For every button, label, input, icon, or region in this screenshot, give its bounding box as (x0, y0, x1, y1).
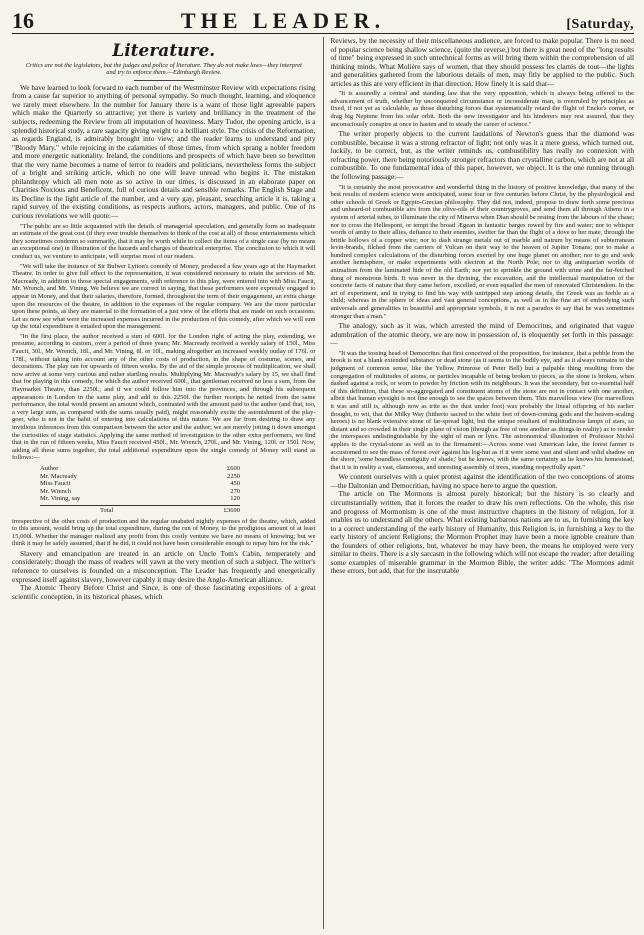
table-row: Mr. Macready 2250 (40, 472, 240, 480)
body-paragraph: The writer properly objects to the current laudations of Newton's guess that the diamond was combustible, because it was a strong refractor of light; not only was it a mere guess, which turned out, luckily, to be correct, but, as the writer reminds us, combustibility has really no connexion with refracting power, there being notoriously stronger refractors than crystalline carbon, which are not at all combustible. To one fundamental idea of this paper, however, we object. It is the one running through the following passage:— (330, 129, 634, 181)
body-paragraph: The article on The Mormons is almost purely historical; but the history is so clearly and circumstantially written, that it forces the reader to draw his own reflections. On the whole, this rise and progress of Mormonism is one of the most instructive chapters in the history of religion, for it enables us to understand all the others. What existing barbarous nations are to us, in furnishing the key to a correct understanding of the early history of Humanity, this Religion is, in furnishing a key to the early history of ancient Religions; the Mormon Prophet may have been a more ignoble creature than the founders of other religions, but, whatever he may have been, the means he employed were very similar to theirs. There is a sly sarcasm in the following which will not escape the reader; after detailing some examples of miserable grammar in the Mormon Bible, the writer adds: "The Mormons admit these errors, but add, that for the inscrutable (330, 489, 634, 576)
divider (134, 80, 194, 81)
table-row: Mr. Wrench 270 (40, 487, 240, 495)
body-paragraph: We content ourselves with a quiet protest against the identification of the two conceptions of atoms—the Daltonian and Democritian, having no space here to argue the question. (330, 472, 634, 490)
quote-paragraph: "It is assuredly a central and standing law that the very opposition, which is always being offered to the advancement of truth, whether by unconquered circumstance or inconsiderate man, is overruled by principles as fixed, if not yet as calculable, as those disturbing forces that systematically retard the flight of Encke's comet, or drag big Neptune from his solar orbit. Both the new investigator and his hinderers may rest assured, that they unconsciously conspire at once to hasten and to steady the career of science." (330, 90, 634, 128)
intro-paragraph: We have learned to look forward to each number of the Westminster Review with expectations rising from a cause far superior to anything of personal sympathy. So much thought, learning, and eloquence we rarely meet elsewhere. In the number for January there is a want of those light agreeable papers which make the Quarterly so attractive; yet there is variety and brilliancy in the treatment of the subjects, redeeming the Review from all imputation of heaviness. Mary Tudor, the opening article, is a splendid historical study, a rare sagacity giving weight to a brilliant style. The crisis of the Reformation, as regards England, is admirably brought into view; and the reader learns to understand and pity "Bloody Mary," while rejoicing in the calamities of those times, from which sprang a nobler freedom and more energetic nationality. Ireland, the conditions and prospects of which have been so bewritten that the very name becomes a name of terror to readers and politicians, nevertheless forms the subject of a bright and striking article, which no one will leave unread who begins it. The mistaken philanthropy which all men note as so active in our times, is discussed in an elaborate paper on Charities Noxious and Beneficent, full of curious details and sensible remarks. The English Stage and its Decline is the light article of the number, and a very gay, pleasant, searching article it is, taking a rapid survey of the existing conditions, as respects authors, actors, managers, and public. One of its curious revelations we will quote:— (12, 82, 316, 221)
masthead (12, 0, 634, 34)
quote-paragraph: "The public are so little acquainted with the details of managerial speculation, and generally form so inadequate an estimate of the great cost (if they ever trouble themselves to think of the cost at all) of those entertainments which they sometimes condemn so summarily, that it may be worth while to collect the items of a single case (by no means an exceptional one) in illustration of the hazards and charges of theatrical enterprise. The conclusion to which it will conduct us, we venture to anticipate, will surprise most of our readers. (12, 222, 316, 260)
page-number: 16 (12, 8, 34, 33)
quote-paragraph: "It is certainly the most provocative and wonderful thing in the history of positive knowledge, that many of the best results of modern science were anticipated, some four or five centuries before Christ, by the physiological and other schools of Greek or Egypto-Grecian philosophy. They did not, indeed, propose to draw forth some precious and unheard-of combustible airs from the olive-oils of their countrygroves, and send them all through Athens in a system of arterial tubes, to illuminate the city of Minerva when Dian should be resting from the labours of the chase; nor to cross the Hellespont, or tempt the broad Ægean in fantastic barges rowed by fire and water; nor to whisper words of amity to their allies, defiance to their enemies, swifter far than the flight of a dove to her mate, through the brittle hollows of a copper wire; nor to dash strange metals out of marble and natrum by means of subterranean levin-brands, filched from the carriers of Vulcan on their way to the heaven of Jupiter Tonans; nor to make a hundred complex calculations of the disturbing forces exerted by one huge planet on another; nor to go and seek another hemisphere, or make experiments with electron at the North Pole; nor to dig antiquarian worlds of animalism from the laminated hide of the old Earth; nor yet to sprinkle the ground with urine and the far-fetched dung of monstrous birds. It was never in the divining, the excavation, and the intellectual manipulation of the concrete facts of nature that they came before, excelled, or even equalled the men of renovated Christendom. In the art of experiment, and in trying to find his way with untripped step among details, the Greek was as feeble as a child; whereas in the sphere of ideas and vast general conceptions, as well as in the fine art of embodying such universals and generalities in beautiful and appropriate symbols, it is not a paradox to say that he was sometimes stronger than a man." (330, 183, 634, 320)
newspaper-title: THE LEADER. (180, 8, 386, 33)
quote-paragraph: "It was the tossing head of Democritus that first conceived of the proposition, for instance, that a pebble from the brook is not a blank extended substance or dead stone (as it seems to the bodily eye, and as it always remains to the judgment of common sense, like the Yellow Primrose of Peter Bell) but a palpable thing resulting from the congregation of multitudes of atoms, or particles incapable of being broken to pieces, as the stone is broken, when dashed against a rock, or worn to powder by friction with its neighbours. It was the secondary, but co-essential half of this definition, that these so-aggregated and constituent atoms of the stone are not in contact with one another, albeit that human eyesight is not fine enough to see the spaces between them. This marvellous view (for marvellous it was and still is, although now as trite as the dust under foot) was probably the lineal offspring of his earlier thought, to wit, that the Milky Way (hitherto sacred to the white feet of down-coming gods and the heaven-scaling heroes) is no blank extensive stone of far-spread light, but the unique resultant of multitudinous lamps of stars, so distant and so crowded in their single plane of vision (though as free of one another as things in reality) as to render the interspaces undistinguishable by the sight of man or lynx. The astronomical illustration of Professor Nichol applies to the crystal-stone as well as to the firmament:—Across some vast American lake, the forest farmer is accustomed to see the mass of forest over against his log-hut as if it were some vast and silent and solid shadow on the shore, 'some boundless contiguity of shade;' but he knows, with the same certainty as he knows his homestead, that it is in reality a vast, clamorous, and unresting assembly of trees, standing respectfully apart." (330, 349, 634, 471)
table-row: Miss Faucit 450 (40, 480, 240, 488)
quote-paragraph: "In the first place, the author received a sum of 600l. for the London right of acting the play, extending, we presume, according to custom, over a period of three years; Mr. Macready received a weekly salary of 150l., Miss Faucit, 30l., Mr. Wrench, 18l., and Mr. Vining, 8l. or 10l., making altogether an increased weekly outlay of 176l. or 178l., without taking into account any of the other costs of production, in the shape of costume, scenes, and decorations. The play ran for upwards of fifteen weeks. By the aid of the simple process of multiplication, we shall now arrive at some very curious and rather startling results. Multiplying Mr. Macready's salary by 15, we shall find that for playing in this comedy, for which the author received 600l., that gentleman received no less a sum, from the Haymarket Theatre, than 2250l.; and if we could follow him into the provinces, and through his subsequent appearances in London in the same play, and add to this 2250l. the further receipts he netted from the same performance, the total would present an amount which, contrasted with the amount paid to the author (and that, too, a very large sum, as compared with the sums usually paid), might reasonably excite the astonishment of the play-goer, who is not in the habit of entering into calculations of this nature. We are far from desiring to draw any invidious inferences from this comparison between the actor and the author; we are merely jotting it down amongst the curiosities of stage statistics. Applying the same method of investigation to the other extra performers, we find that in the run of fifteen weeks, Miss Faucit received 450l., Mr. Wrench, 270l., and Mr. Vining, 120l. or 150l. Now, adding all these sums together, the total additional expenditure upon the single comedy of Money will stand as follows:— (12, 332, 316, 462)
right-column (323, 37, 635, 929)
columns (12, 37, 634, 929)
table-total: Total £3690 (40, 505, 240, 515)
quote-paragraph: irrespective of the other costs of production and the regular unabated nightly expenses of the theatre, which, added to this amount, would bring up the total expenditure, during the run of Money, to the prodigious amount of at least 15,000l. Whether the manager realized any profit from this costly venture we have no means of knowing; but we think it may be safely assumed, that if he did, it could not have been considerable enough to repay him for the risk." (12, 517, 316, 548)
body-paragraph: Slavery and emancipation are treated in an article on Uncle Tom's Cabin, temperately and considerately; though the mass of readers will yawn at the very mention of such a subject. The writer's reference to ourselves is founded on a misconception. The Leader has frequently and energetically expressed itself against slavery, however capably it may desire the Anglo-American alliance. (12, 548, 316, 584)
left-column (12, 37, 323, 929)
section-title: Literature. (112, 41, 216, 61)
expense-table (40, 465, 240, 515)
body-paragraph: The Atomic Theory Before Christ and Since, is one of those fascinating expositions of a great scientific conception, in its historical phases, which (12, 583, 316, 601)
table-row: Author £600 (40, 464, 240, 472)
body-paragraph: Reviews, by the necessity of their miscellaneous audience, are forced to make popular. There is no need of popular science being shallow science, (quite the reverse,) but there is great need of the "long results of time" being expressed in such untechnical forms as will bring them within the comprehension of all thinking minds. What Molière says of women, that they should possess les clartés de tout—the lights and generalities gathered from the laborious details of men, may fitly be applied to the public. Such articles as this are very efficient in that direction. How finely it is said that— (330, 37, 634, 88)
table-row: Mr. Vining, say 120 (40, 495, 240, 503)
epigraph: Critics are not the legislators, but the judges and police of literature. They do not make laws—they interpret and try to enforce them.—Edinburgh Review. (25, 62, 302, 77)
issue-day: [Saturday, (566, 17, 634, 32)
body-paragraph: The analogy, such as it was, which arrested the mind of Democritus, and originated that vague adumbration of the atomic theory, we are now in possession of, is eloquently set forth in this passage:— (330, 321, 634, 348)
quote-paragraph: "We will take the instance of Sir Bulwer Lytton's comedy of Money, produced a few years ago at the Haymarket Theatre. In order to give full effect to the representation, it was considered necessary to retain the services of Mr. Macready, in addition to those special engagements, with reference to this play, were entered into with Miss Faucit, Mr. Wrench, and Mr. Vining. We believe we are correct in saying, that these performers were expressly engaged to appear in Money, and that their salaries, therefore, formed, throughout the term of their engagement, an extra charge upon the resources of the theatre, in addition to the expenses of the regular company. We are the more particular upon these points, as they are material to the formation of a just view of the efforts that are made on such occasions. Let us now see what were the increased expenses incurred in the production of this comedy, after which we will sum up the total expenditure it entailed upon the management. (12, 262, 316, 331)
